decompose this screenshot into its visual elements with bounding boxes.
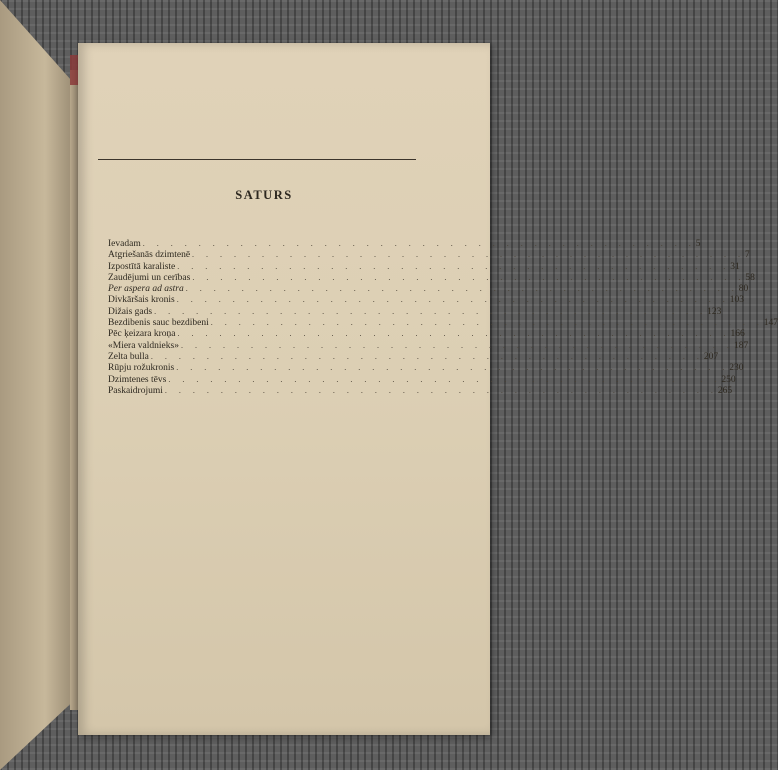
toc-leader-dots: . . . . . . . . . . . . . . . . . . . . . . . . . . . . . . . . . . . . . . . . xyxy=(185,284,739,294)
toc-entry-title: Pēc ķeizara kroņa xyxy=(108,329,176,340)
toc-entry-title: Zelta bulla xyxy=(108,351,149,362)
book-page xyxy=(78,43,778,735)
toc-entry xyxy=(108,272,755,283)
toc-entry-title: Rūpju rožukronis xyxy=(108,363,175,374)
toc-entry-page: 58 xyxy=(745,272,755,283)
toc-entry-page: 103 xyxy=(729,295,745,306)
toc-entry-title: Per aspera ad astra xyxy=(108,284,184,295)
toc-entry-title: Zaudējumi un cerības xyxy=(108,272,191,283)
toc-entry-title: Divkāršais kronis xyxy=(108,295,175,306)
toc-entry-title: Dzimtenes tēvs xyxy=(108,374,167,385)
toc-entry-page: 166 xyxy=(730,329,745,340)
toc-leader-dots: . . . . . . . . . . . . . . . . . . . . . . . . . . . . . . . . . . . . . . . . xyxy=(180,340,734,350)
toc-leader-dots: . . . . . . . . . . . . . . . . . . . . . . . . . . . . . . . . . . . . . . . . xyxy=(176,295,730,305)
toc-leader-dots: . . . . . . . . . . . . . . . . . . . . . . . . . . . . . . . . . . . . . . . . xyxy=(177,261,731,271)
toc-leader-dots: . . . . . . . . . . . . . . . . . . . . . . . . . . . . . . . . . . . . . . . . xyxy=(177,329,731,339)
toc-entry-title: Atgriešanās dzimtenē xyxy=(108,250,191,261)
toc-entry xyxy=(108,362,744,374)
toc-leader-dots: . . . . . . . . . . . . . . . . . . . . . . . . . . . . . . . . . . . . . . . . xyxy=(142,239,696,248)
toc-leader-dots: . . . . . . . . . . . . . . . . . . . . . . . . . . . . . . . . . . . . . . . . xyxy=(210,318,764,328)
toc-leader-dots: . . . . . . . . . . . . . . . . . . . . . . . . . . . . . . . . . . . . . . . . xyxy=(192,250,746,260)
toc-entry-page: 5 xyxy=(695,239,701,249)
toc-entry-page: 187 xyxy=(733,340,749,351)
toc-entry xyxy=(108,306,722,317)
toc-entry-title: Paskaidrojumi xyxy=(108,385,163,396)
toc-entry-page: 123 xyxy=(707,306,722,317)
toc-entry xyxy=(108,238,701,249)
toc-entry-page: 230 xyxy=(729,363,744,374)
toc-entry-title: Dižais gads xyxy=(108,306,153,317)
toc-entry xyxy=(108,317,778,329)
toc-entry xyxy=(108,294,745,306)
toc-entry-page: 7 xyxy=(745,250,750,261)
toc-entry-page: 207 xyxy=(703,351,719,362)
toc-entry xyxy=(108,261,740,272)
toc-leader-dots: . . . . . . . . . . . . . . . . . . . . . . . . . . . . . . . . . . . . . . . . xyxy=(164,385,718,395)
toc-entry-page: 265 xyxy=(717,385,733,396)
toc-leader-dots: . . . . . . . . . . . . . . . . . . . . . . . . . . . . . . . . . . . . . . . . xyxy=(192,272,746,282)
toc-entry xyxy=(108,340,749,351)
toc-entry-title: «Miera valdnieks» xyxy=(108,340,179,351)
toc-entry-page: 147 xyxy=(763,318,778,329)
top-rule xyxy=(98,159,416,160)
toc-entry-title: Ievadam xyxy=(108,239,141,249)
toc-entry-page: 31 xyxy=(730,261,740,272)
toc-entry-page: 80 xyxy=(738,284,749,295)
toc-leader-dots: . . . . . . . . . . . . . . . . . . . . . . . . . . . . . . . . . . . . . . . . xyxy=(150,351,704,361)
toc-entry xyxy=(108,283,749,295)
toc-entry xyxy=(108,328,745,340)
toc-leader-dots: . . . . . . . . . . . . . . . . . . . . . . . . . . . . . . . . . . . . . . . . xyxy=(154,306,708,316)
toc-leader-dots: . . . . . . . . . . . . . . . . . . . . . . . . . . . . . . . . . . . . . . . . xyxy=(168,374,722,384)
toc-entry-title: Bezdibenis sauc bezdibeni xyxy=(108,318,209,329)
page-title: SATURS xyxy=(235,188,293,202)
toc-entry-page: 250 xyxy=(721,374,736,385)
toc-entry xyxy=(108,249,750,261)
table-of-contents xyxy=(108,238,778,396)
toc-entry-title: Izpostītā karaliste xyxy=(108,261,176,272)
toc-leader-dots: . . . . . . . . . . . . . . . . . . . . . . . . . . . . . . . . . . . . . . . . xyxy=(176,363,730,373)
toc-entry xyxy=(108,385,733,396)
toc-entry xyxy=(108,374,736,385)
toc-entry xyxy=(108,351,719,362)
